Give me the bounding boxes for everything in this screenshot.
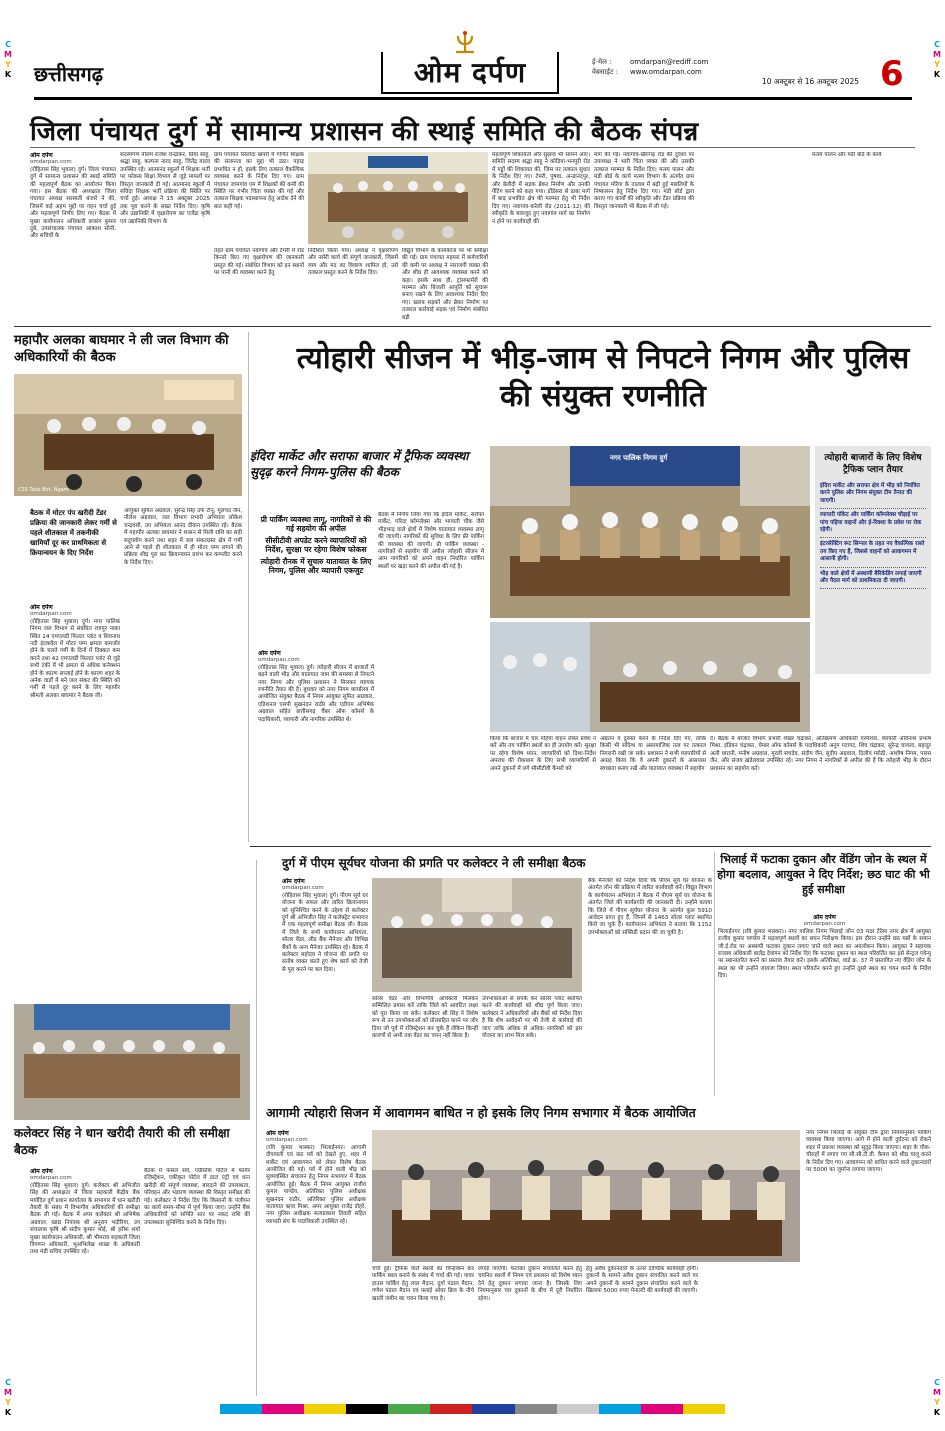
story2-headline: महापौर अलका बाघमार ने ली जल विभाग की अधिकारियों की बैठक — [14, 333, 229, 365]
sidebox-item: भीड़ वाले क्षेत्रों में अस्थायी बैरिकेडिंग लगाई जाएगी और पैदल मार्ग को प्राथमिकता दी जाएगी। — [820, 568, 926, 590]
sidebox-item: इंदिरा मार्केट और सराफा क्षेत्र में भीड़ को नियंत्रित करने पुलिस और निगम संयुक्त टीम तैनात की जाएगी। — [820, 480, 926, 509]
story3-highlights — [258, 512, 374, 662]
column-divider — [256, 860, 257, 1396]
story7-column-1: ओम दर्पण omdarpan.com (रवि कुमार भास्कर) भिलाईनगर। आगामी दीपावली एवं छठ पर्व को देखते हुए, शहर में मार्केट एवं आवागमन को लेकर विशेष बैठक आयोजित की गई। पर्व में होने वाली भीड़ को सुव्यवस्थित संचालन हेतु निगम सभागार में बैठक आयोजित हुई। बैठक में निगम आयुक्त राजीव कुमार पाण्डेय, अतिरिक्त पुलिस अधीक्षक सुखनंदन राठौर, अतिरिक्त पुलिस अधीक्षक यातायात ऋचा मिश्रा, अपर आयुक्त राजेंद्र दोहरे, नगर पुलिस अधीक्षक सत्यप्रकाश तिवारी सहित व्यापारी संघ के पदाधिकारी उपस्थित रहे। — [266, 1130, 366, 1225]
story3-sidebox — [815, 446, 931, 674]
story3-highlight-1: प्री पार्किंग व्यवस्था लागू, नागरिकों से की गई सहयोग की अपील — [260, 515, 372, 533]
story4-column-2: सोलर वेंडर और विभागीय अधिकारी मिलकर सम्मिलित प्रयास करें ताकि जिले को आवंटित लक्ष्य को पूरा किया जा सके। कलेक्टर श्री सिंह ने विशेष रूप से उन उपभोक्ताओं को प्रोत्साहित करने पर जोर दिया जो पूर्व में रजिस्ट्रेशन कर चुके हैं लेकिन किन्हीं कारणों से अभी तक वेंडर का चयन नहीं किया है। — [372, 996, 478, 1040]
story6-column-1: ओम दर्पण omdarpan.com (रोहितास सिंह भुवाल) दुर्ग। कलेक्टर श्री अभिजीत सिंह की अध्यक्षता में जिला सहकारी केंद्रीय बैंक मर्यादित दुर्ग प्रधान कार्यालय के सभागार में धान खरीदी तैयारी के संबंध में विभागीय अधिकारियों की समीक्षा बैठक ली गई। बैठक में अपर कलेक्टर श्री अभिषेक अग्रवाल, खाद्य नियंत्रक श्री अनुराग भदौरिया, उप संचालक कृषि श्री संदीप कुमार भोई, श्री हरीश शर्मा मुख्य कार्यपालन अधिकारी, श्री भीमराव सहकारी जिला विपणन अधिकारी, भूअभिलेख शाखा के अधिकारी तथा मंडी सचिव उपस्थित रहे। — [30, 1168, 140, 1256]
section-divider — [250, 846, 931, 847]
story3-headline: त्योहारी सीजन में भीड़-जाम से निपटने निगम और पुलिस की संयुक्त रणनीति — [296, 341, 910, 414]
story7-meeting-photo — [372, 1130, 800, 1262]
trident-emblem-icon — [452, 30, 478, 54]
story4-column-4: बैंक मैनेजरों को निर्देश दिया कि पीएम सूर्य घर योजना के अंतर्गत लोन की प्रक्रिया में त्वरित कार्यवाही करें। विद्युत विभाग के कार्यपालन अभियंता ने बैठक में पीएम सूर्य घर योजना के अंतर्गत जिले की कार्यप्रगति की जानकारी दी। उन्होंने बताया कि जिले में पीएम सूर्यघर योजना के अंतर्गत कुल 5910 आवेदन प्राप्त हुए हैं, जिनमें से 1463 सोलर प्लांट स्थापित किये जा चुके हैं। कार्यपालन अभियंता ने बताया कि 1152 उपभोक्ताओं को सब्सिडी प्रदान की जा चुकी है। — [588, 878, 712, 936]
email: omdarpan@rediff.com — [630, 58, 709, 66]
column-divider — [714, 852, 715, 1096]
story3-highlight-3: त्योहारी रौनक में सुचारु यातायात के लिए निगम, पुलिस और व्यापारी एकजुट — [260, 557, 372, 575]
story3-column-3: किया कि बाजार में चार पहिया वाहन लेकर प्रवेश न करें और तय पार्किंग स्थलों का ही उपयोग करें। सुरक्षा पर रहेगा विशेष ध्यान, व्यापारियों को दिशा-निर्देश अपराध की रोकथाम के लिए सभी व्यापारियों से अपने दुकानों में लगे सीसीटीवी कैमरों को — [490, 736, 596, 772]
story3-subheadline: इंदिरा मार्केट और सराफा बाजार में ट्रैफिक व्यवस्था सुदृढ़ करने निगम-पुलिस की बैठक — [250, 449, 469, 479]
section-name: छत्तीसगढ़ — [34, 62, 104, 86]
story1-meeting-photo — [308, 152, 488, 244]
column-divider — [248, 332, 249, 842]
story2-column-2: आयुक्त सुमित अग्रवाल, सुरेन्द्र सिंह उर्फ टीनू, मूलचंद जैन, नीलेश अग्रवाल, जल विभाग प्रभारी अभियंता लोकेश चन्द्रवंशी, उप अभियंता आनंद दीवान उपस्थित रहे। बैठक में महापौर अलका बाघमार ने शासन से मिली राशि का सही सदुपयोग करने तथा शहर में जल संकटग्रस्त क्षेत्र में गर्मी आने से पहले ही शीतकाल में ही मोटर पम्प लगाने की प्रक्रिया शीघ्र पूरा कर क्रियान्वयन प्रारंभ कर कम्प्लीट करने के निर्देश दिए। — [124, 508, 242, 566]
story2-column-1: ओम दर्पण omdarpan.com (रोहितास सिंह भुवाल) दुर्ग। नगर पालिक निगम जल विभाग से संबंधित रायपुर नाका स्थित 24 एमएलडी फिल्टर प्लांट व शिवनाथ नदी इंटकवेल में मोटर पम्प क्षमता कमजोर होने के चलते गर्मी के दिनों में दिक्कत कम करने तथा 42 एमएलडी फिल्टर प्लांट से जुड़े सभी टंकी में भी क्षमता से अधिक कनेक्शन होने के कारण सप्लाई होने के कारण शहर के अनेक वार्डों में बने जल संकट की स्थिति को गर्मी से पहले दूर करने के लिए महापौर श्रीमती अलका बाघमार ने बैठक ली। — [30, 604, 120, 699]
story7-column-3: लगाई जाएगी। फटाका दुकान संचालित करने हेतु चयनित स्थलों में निगम एवं प्रशासन को विशेष ध्यान देने हेतु दुकान लगाया जाना है। जिसके लिए नियमानुसार चार दुकानों के बीच में दूरी निर्धारित रहेगा। — [478, 1266, 582, 1302]
story1-column-4: तहत ग्राम पंचायत नवागांव और टेमरी में रोड किनारे किए गए वृक्षारोपण की जानकारी प्रस्तुत की गई। संबंधित विभाग को इन स्थानों पर पानी की व्यवस्था करने हेतु — [214, 248, 304, 277]
story5-column-1: ओम दर्पण omdarpan.com भिलाईनगर (रवि कुमार भास्कर)। नगर पालिक निगम भिलाई जोन 03 मदर टेरेसा नगर क्षेत्र में आयुक्त राजीव कुमार पाण्डेय ने महत्वपूर्ण स्थलों का सघन निरीक्षण किया। इस दौरान उन्होंने छठ मन्नों के समान जी.ई.रोड पर अस्थायी फटाका दुकान लगाए जाने वाले स्थल का अवलोकन किया। आयुक्त ने सहायक राजस्व अधिकारी बालेंद्र देवांगन को निर्देश दिए कि फटाका दुकान का स्थल परिवर्तित कर इसे सेन्ट्रल एवेन्यू पर स्थानांतरित करने का प्रस्ताव तैयार करें। इसके अतिरिक्त, वार्ड क्र. 37 में प्रस्तावित नए वेंडिंग जोन के स्थल का भी उन्होंने जायजा लिया। स्थल परिवर्तन करने हुए उन्होंने दूसरे स्थल का चयन करने के निर्देश दिए। — [718, 914, 931, 980]
story4-column-1: ओम दर्पण omdarpan.com (रोहितास सिंह भुवाल) दुर्ग। पीएम सूर्य घर योजना के सफल और त्वरित क्रियान्वयन को सुनिश्चित करने के उद्देश्य से कलेक्टर दुर्ग श्री अभिजीत सिंह ने कलेक्ट्रेट सभागार में एक महत्वपूर्ण समीक्षा बैठक ली। बैठक में जिले के सभी कार्यपालन अभियंता, सोलर वेंडर, लीड बैंक मैनेजर और विभिन्न बैंकों के अन्य मैनेजर उपस्थित रहे। बैठक में कलेक्टर महोदय ने योजना की प्रगति पर संतोष व्यक्त करते हुए शेष कार्य को तेजी से पूरा करने पर बल दिया। — [282, 878, 368, 973]
cmyk-marks-bottom-right: C M Y K — [933, 1378, 941, 1417]
story2-photo-credit: CSS Tabs Bot, Ngam — [18, 487, 69, 493]
story4-column-3: उपभोक्ताओं से संपर्क कर सोलर प्लांट स्थापित करने की कार्यवाही को शीघ्र पूर्ण किया जाए। कलेक्टर ने अधिकारियों और बैंकों को निर्देश दिया है कि शेष आवेदनों पर भी तेजी से कार्रवाई की जाए ताकि अधिक से अधिक नागरिकों को इस योजना का लाभ मिल सके। — [482, 996, 582, 1040]
story3-column-5: दें। बैठक में बाजार विभाग प्रभारी शेखर चंद्राकर, अतिक्रमण अधिकारी परमेश्वर, व्यापारी अविनाश प्रभाष मिश्रा, इंडियन चंद्राकर, चेम्बर ऑफ कॉमर्स के पदाधिकारी अनूप गटागट, शिव चंद्राकर, सुरेन्द्र चावला, बहादुर अली धारानी, मनीष अग्रवाल, मुरली सचदेव, संदीप जैन, सुदीप अग्रवाल, दिलीप मरोठी, आशीष निगम, पारस जैन, और संजय खंडेलवाल उपस्थित रहे। नगर निगम ने नागरिकों से अपील की है कि त्योहारी भीड़ के दौरान प्रशासन का सहयोग करें। — [710, 736, 931, 772]
sidebox-item: व्यापारी पॉकेट और पार्किंग कॉम्प्लेक्स चौड़ाई पर पांच पहिया वाहनों और ई-रिक्शा के प्रवेश पर रोक रहेगी। — [820, 509, 926, 538]
story2-caption: बैठक में मोटर पंप खरीदी टेंडर प्रक्रिया की जानकारी लेकर गर्मी से पहले शीतकाल में तकनीकी खामियाँ दूर कर प्राथमिकता से क्रियान्वयन के दिए निर्देश — [30, 509, 117, 557]
story7-column-2: चर्चा हुई। ट्रैफिक वाले स्थलों का चिन्हांकन कर पार्किंग स्थल बनाने के संबंध में चर्चा की गई। पावर हाउस पार्किंग हेतु लाल मैदान, दुर्गा पंडाल मैदान, गणेश पंडाल मैदान एवं फ्लाई ओवर ब्रिज के नीचे खाली जमीन का चयन किया गया है। — [372, 1266, 474, 1302]
story1-column-9 — [698, 152, 808, 320]
story7-headline: आगामी त्योहारी सिजन में आवागमन बाधित न हो इसके लिए निगम सभागार में बैठक आयोजित — [266, 1105, 696, 1120]
story3-highlight-2: सीसीटीवी अपडेट करने व्यापारियों को निर्देश, सुरक्षा पर रहेगा विशेष फोकस — [265, 536, 367, 554]
website: www.omdarpan.com — [630, 68, 702, 76]
print-color-bar — [220, 1404, 725, 1414]
sidebox-item: इंटरसेक्टिंग रूट सिग्नल के तहत नए वैकल्पिक रास्ते तय किए गए हैं, जिससे वाहनों को आवागमन में आसानी होगी। — [820, 538, 926, 567]
story1-headline: जिला पंचायत दुर्ग में सामान्य प्रशासन की स्थाई समिति की बैठक संपन्न — [30, 117, 699, 147]
story3-sidebox-title: त्योहारी बाजारों के लिए विशेष ट्रैफिक प्लान तैयार — [824, 453, 922, 475]
story5-headline: भिलाई में फटाका दुकान और वेंडिंग जोन के स्थल में होगा बदलाव, आयुक्त ने दिए निर्देश; छठ घाट की भी हुई समीक्षा — [717, 853, 930, 896]
story1-column-1: ओम दर्पण omdarpan.com (रोहितास सिंह भुवाल) दुर्ग। जिला पंचायत दुर्ग में सामान्य प्रशासन की स्थाई समिति की महत्वपूर्ण बैठक का आयोजन किया गया। इस बैठक की अध्यक्षता जिला पंचायत अध्यक्ष सरस्वती बंजारे ने की, जिसमें कई अहम मुद्दों पर गहन चर्चा हुई और महत्वपूर्ण निर्णय लिए गए। बैठक में मुख्य कार्यपालन अधिकारी बजरंग कुमार दुबे, उपसंचालक पंचायत आकाश सोनी, और सचिवों के — [30, 152, 116, 240]
page-number: 6 — [880, 54, 904, 94]
story3-column-4: अद्यतन व दुरुस्त करने के निर्देश दिए गए, ताकि किसी भी संदिग्ध या असामाजिक तत्व पर तत्काल निगरानी रखी जा सके। प्रशासन ने सभी व्यापारियों से आग्रह किया कि वे अपनी दुकानों के आसपास स्वच्छता बनाए रखें और यातायात व्यवस्था में सहयोग — [600, 736, 706, 772]
section-divider — [14, 326, 931, 327]
story1-column-8: मांग की गई। नवागांव-खैरागढ़ रोड की दुर्दशा पर उपाध्यक्ष ने भारी चिंता व्यक्त की और उसकी तत्काल मरम्मत के निर्देश दिए। मत्स्य पालन और मंडी बोर्ड के कार्य मत्स्य विभाग के अंतर्गत ग्राम पंचायत मोरेगा के तालाब में बढ़ी हुई मछलियों के निष्कासन हेतु निर्देश दिए गए। मंडी बोर्ड द्वारा कराए गए कार्यों की स्वीकृति और टेंडर प्रक्रिया की विस्तृत जानकारी भी बैठक में ली गई। — [594, 152, 694, 210]
story3-photo-banner: नगर पालिक निगम दुर्ग — [610, 454, 668, 462]
story1-column-3: ग्राम पंचायत सिलोदा खपरी में गणित शिक्षक की संलग्नता का मुद्दा भी उठा। पहाड़ प्रभावित न हो, इसके लिए तत्काल वैकल्पिक व्यवस्था करने के निर्देश दिए गए। ग्राम पंचायत जामगांव एम में शिक्षकों की कमी की स्थिति पर गंभीर चिंता व्यक्त की गई और तत्काल शिक्षक पदस्थापना हेतु आदेश देने की बात कही गई। — [214, 152, 304, 210]
story6-meeting-photo — [14, 1004, 250, 1120]
cmyk-marks-bottom-left: C M Y K — [4, 1378, 12, 1417]
story3-column-2: बैठक में निर्णय लिया गया कि इंदिरा मार्केट, सर्राफा मार्केट, परिदा कॉम्प्लेक्स और भगवती चौक जैसे भीड़भाड़ वाले क्षेत्रों में विशेष यातायात व्यवस्था लागू की जाएगी। नागरिकों की सुविधा के लिए फ्री पार्किंग की व्यवस्था की जाएगी। प्री पार्किंग व्यवस्था - नागरिकों से सहयोग की अपील त्योहारी सीजन में आम नागरिकों को अपने वाहन निर्धारित पार्किंग स्थलों पर खड़ा करने की अपील की गई है। — [378, 512, 484, 570]
issue-date: 10 अक्टूबर से 16 अक्टूबर 2025 — [762, 77, 860, 86]
story1-column-7: महत्वपूर्ण शिकायतों और सुझाव भी सामने आए। समिति सदस्य श्रद्धा साहू ने कोडिया-भनपुरी रोड में गड्ढों की शिकायत की, जिस पर तत्काल सुधार के निर्देश दिए गए। टेमरी, पुषवा, अन्डानंदपुर, और बेलौदी में सड़क ब्रेकर निर्माण और उनकी पेंटिंग करने को कहा गया। डोंडेसरा से ढाबा मार्ग में बाढ़ प्रभावित क्षेत्र की मरम्मत हेतु भी निर्देश दिए गए। नवागांव-करेली रोड (2011-12) की स्वीकृति के बावजूद हुए नवागांव मार्ग का निर्माण न होने पर कार्यवाही की — [492, 152, 590, 225]
story4-meeting-photo — [372, 878, 582, 992]
story1-column-5: निर्देशित किया गया। अध्यक्ष ने वृक्षारोपण और नर्सरी कार्य की संपूर्ण जानकारी, जिसमें व्यय और मद का विवरण शामिल हो, उसे तत्काल प्रस्तुत करने के निर्देश दिए। — [308, 248, 398, 277]
story1-column-10: मत्स्य पालन और मंडी बोर्ड के कार्य — [812, 152, 882, 158]
masthead-contact: ई-मेल : omdarpan@rediff.com वेबसाईट : www.omdarpan.com — [592, 58, 709, 76]
story7-column-5: नगर निगम भिलाई के संयुक्त टीम द्वारा नियमानुसार पार्किंग व्यवस्था किया जाएगा। आगे में होने वाली दुर्घटना को रोकने शहर में प्रकाश व्यवस्था को सुदृढ़ किया जाएगा। शहर के चौक-चौराहों में लगाए गए सी.सी.टी.वी. कैमरा को शीघ्र चालू करने के निर्देश दिए गए। आवागमन को बाधित करने वाले दुकानदारों पर 5000 का जुर्माना लगाया जाएगा। — [806, 1130, 931, 1174]
masthead-logo: ओम दर्पण — [381, 52, 559, 94]
story7-column-4: हेतु अवैध दुकानदारों के ऊपर दाण्डिक कार्यवाही होगी। दुकानों के सामने अवैध दुकान संचालित करने वाले पर अपने दुकानों के सामने दुकान संचालित करने वाले के खिलाफ 5000 रुपए पेनाल्टी की कार्यवाही की जाएगी। — [586, 1266, 698, 1295]
masthead-rule — [34, 97, 912, 100]
story4-headline: दुर्ग में पीएम सूर्यघर योजना की प्रगति पर कलेक्टर ने ली समीक्षा बैठक — [282, 856, 586, 870]
cmyk-marks-top-left: C M Y K — [4, 40, 12, 79]
story3-column-1: ओम दर्पण omdarpan.com (रोहितास सिंह भुवाल) दुर्ग। त्योहारी सीजन में बाजारों में बढ़ने वाली भीड़ और यातायात जाम की समस्या से निपटने नगर निगम और पुलिस प्रशासन ने मिलकर व्यापक रणनीति तैयार की है। बुधवार को नगर निगम कार्यालय में आयोजित संयुक्त बैठक में निगम आयुक्त सुमित अग्रवाल, एडिशनल एसपी सुखनंदन राठौर और एडीएम अभिषेक अग्रवाल सहित छत्तीसगढ़ चैंबर ऑफ कॉमर्स के पदाधिकारी, व्यापारी और नागरिक उपस्थित थे। — [258, 650, 374, 723]
story1-column-6: विद्युत विभाग के कामकाज पर भी समीक्षा की गई। ग्राम पंचायत महमरा में कर्मचारियों की कमी पर अध्यक्ष ने नाराजगी व्यक्त की और शीघ्र ही आवश्यक व्यवस्था करने को कहा। इसके साथ ही, ट्रांसफार्मरों की मरम्मत और बिजली आपूर्ति को सुचारू बनाए रखने के लिए आवश्यक निर्देश दिए गए। खराब सड़कों और ब्रेकर निर्माण पर तत्काल कार्रवाई सड़क एवं निर्माण संबंधित बड़ी — [402, 248, 488, 320]
story1-rule — [30, 147, 915, 148]
story3-second-photo — [490, 622, 810, 732]
story2-meeting-photo — [14, 374, 242, 496]
story6-column-2: बैठक में फसल सर्वे, एग्रीस्टेक पोर्टल में फार्मर रजिस्ट्रेशन, एकीकृत पोर्टल में डाटा एंट्री एवं धान खरीदी की संपूर्ण व्यवस्था, बारदाने की उपलब्धता, परिवहन और भंडारण व्यवस्था की विस्तृत समीक्षा की गई। कलेक्टर ने निर्देश दिए कि किसानों के पंजीयन का कार्य समय-सीमा में पूर्ण किया जाए। उन्होंने बैंक अधिकारियों को समिति स्तर पर नकद राशि की उपलब्धता सुनिश्चित करने के निर्देश दिए। — [144, 1168, 250, 1226]
story6-headline: कलेक्टर सिंह ने धान खरीदी तैयारी की ली समीक्षा बैठक — [14, 1126, 230, 1157]
story3-meeting-photo — [490, 446, 810, 618]
story1-column-2: सदस्यगण नीलम राजेश चन्द्राकर, प्रिया साहू, श्रद्धा साहू, कल्पना नारद साहू, जितेंद्र यादव उपस्थित रहे। आत्मानंद स्कूलों में शिक्षक भर्ती पर फोकस शिक्षा विभाग से जुड़े मामलों पर विस्तृत जानकारी दी गई। आत्मानंद स्कूलों में संविदा शिक्षक भर्ती प्रक्रिया की स्थिति पर चर्चा हुई। अध्यक्ष ने 15 अक्टूबर 2025 तक पूरा करने के सख्त निर्देश दिए। कृषि और उद्यानिकी में वृक्षारोपण का एजेंडा कृषि एवं उद्यानिकी विभाग के — [120, 152, 210, 225]
cmyk-marks-top-right: C M Y K — [933, 40, 941, 79]
